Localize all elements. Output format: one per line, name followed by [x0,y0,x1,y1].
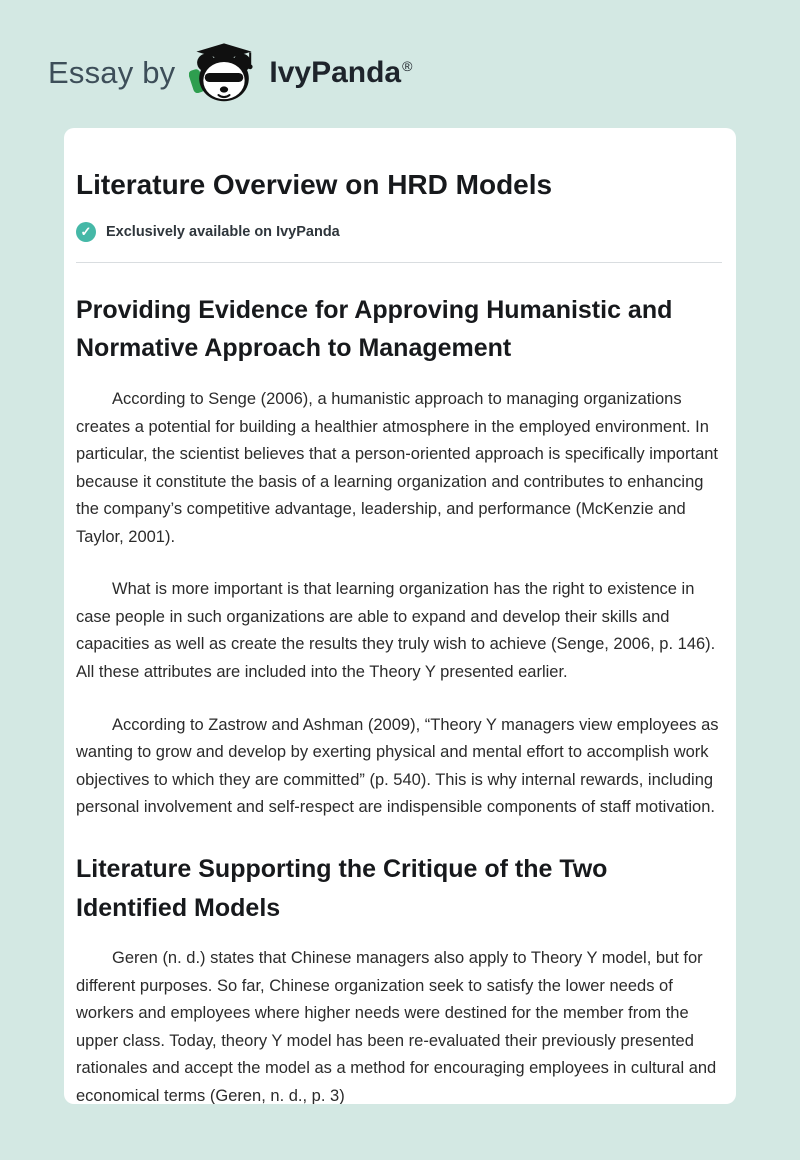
essay-card [64,128,736,1104]
brand-name[interactable] [269,56,412,90]
brand-text: IvyPanda [269,56,402,89]
paragraph: Geren (n. d.) states that Chinese managers also apply to Theory Y model, but for different purposes. So far, Chinese organization seek to satisfy the lower needs of workers and employees where higher needs were destined for the member from the upper class. Today, theory Y model has been re-evaluated their previously presented rationales and accept the model as a method for encouraging employees in cultural and economical terms (Geren, n. d., p. 3) [76,949,717,1104]
paragraph: What is more important is that learning organization has the right to existence in case people in such organizations are able to expand and develop their skills and capacities as well as create the results they truly wish to achieve (Senge, 2006, p. 146). All these attributes are included into the Theory Y presented earlier. [76,580,716,682]
site-header [0,0,800,110]
ivypanda-logo[interactable] [189,42,412,104]
paragraph: According to Zastrow and Ashman (2009), “Theory Y managers view employees as wanting to grow and develop by exerting physical and mental effort to accomplish work objectives to which they are committed” (p. 540). This is why internal rewards, including personal involvement and self-respect are indispensible components of staff motivation. [76,715,719,817]
divider [76,262,722,263]
panda-graduate-icon [189,42,259,104]
paragraph: According to Senge (2006), a humanistic approach to managing organizations creates a potential for building a healthier atmosphere in the employed environment. In particular, the scientist believes that a person-oriented approach is specifically important because it constitute the basis of a learning organization and contributes to enhancing the company’s competitive advantage, leadership, and performance (McKenzie and Taylor, 2001). [76,390,719,546]
availability-text: Exclusively available on IvyPanda [106,223,340,240]
page-title: Literature Overview on HRD Models [76,169,553,200]
section-heading-1: Providing Evidence for Approving Humanistic and Normative Approach to Management [76,295,673,363]
registered-mark: ® [402,58,413,74]
section-heading-2: Literature Supporting the Critique of the Two Identified Models [76,854,608,922]
availability-badge [76,222,722,242]
check-icon: ✓ [76,222,96,242]
essay-by-label: Essay by [48,55,176,90]
